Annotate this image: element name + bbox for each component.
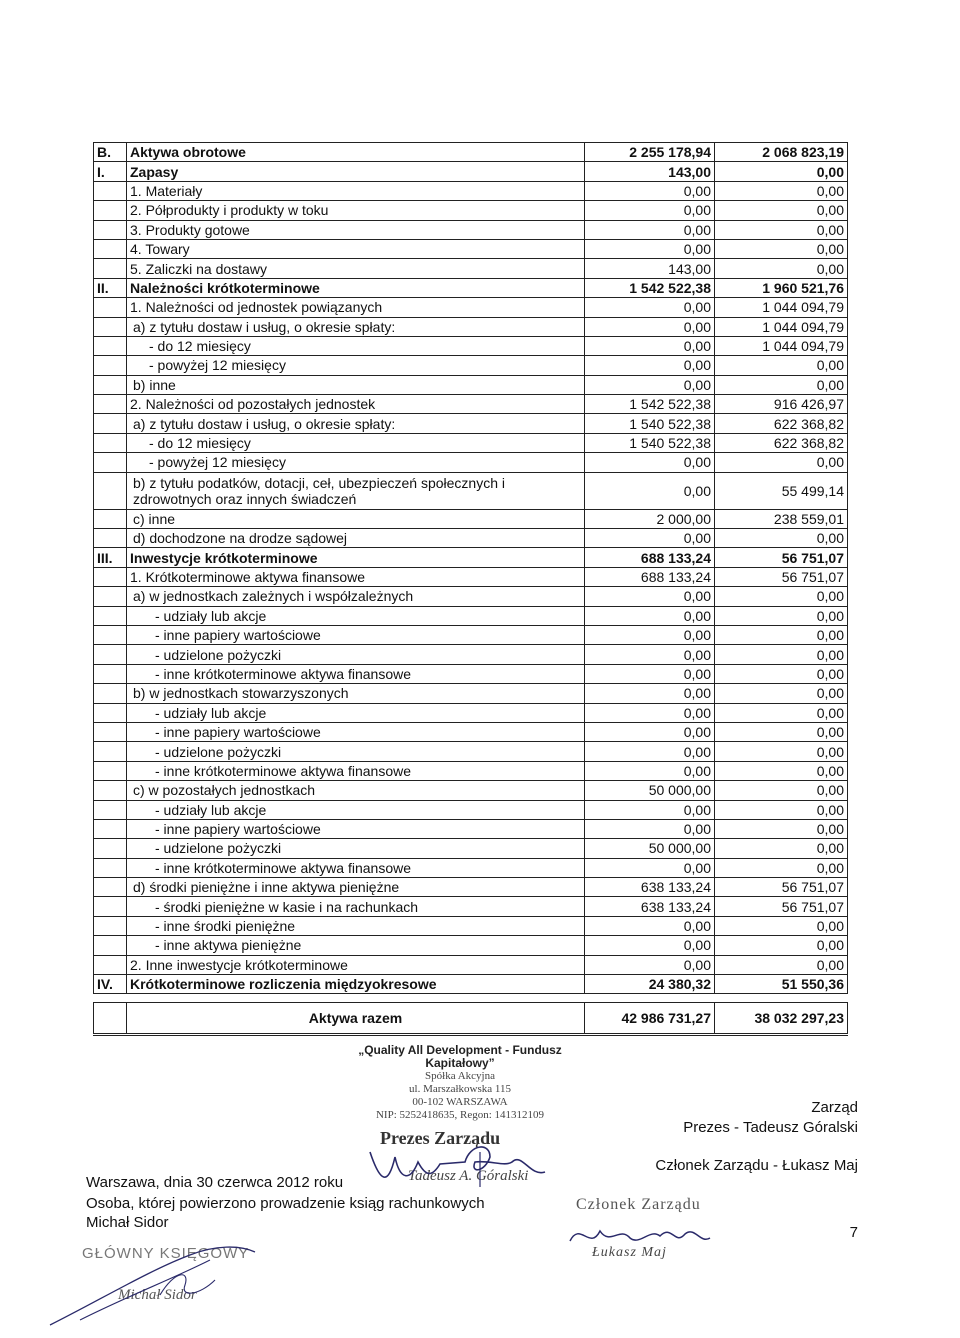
row-section-number xyxy=(94,472,127,509)
row-label: d) dochodzone na drodze sądowej xyxy=(127,529,585,548)
row-section-number xyxy=(94,664,127,683)
row-section-number xyxy=(94,781,127,800)
row-value-previous: 0,00 xyxy=(715,839,848,858)
table-row xyxy=(94,278,848,297)
table-row xyxy=(94,453,848,472)
row-label: - udziały lub akcje xyxy=(127,800,585,819)
row-value-previous: 56 751,07 xyxy=(715,567,848,586)
total-value-current: 42 986 731,27 xyxy=(585,1003,715,1035)
row-section-number xyxy=(94,897,127,916)
row-label: a) w jednostkach zależnych i współzależnych xyxy=(127,587,585,606)
row-value-previous: 1 044 094,79 xyxy=(715,298,848,317)
row-section-number: II. xyxy=(94,278,127,297)
total-row xyxy=(94,1003,848,1035)
row-label: - udzielone pożyczki xyxy=(127,645,585,664)
row-section-number xyxy=(94,878,127,897)
row-value-current: 0,00 xyxy=(585,684,715,703)
row-section-number xyxy=(94,936,127,955)
row-value-previous: 622 368,82 xyxy=(715,414,848,433)
row-label: 1. Materiały xyxy=(127,181,585,200)
row-section-number xyxy=(94,703,127,722)
table-row xyxy=(94,703,848,722)
row-value-current: 0,00 xyxy=(585,936,715,955)
table-row xyxy=(94,625,848,644)
row-section-number xyxy=(94,955,127,974)
row-label: b) inne xyxy=(127,375,585,394)
table-row xyxy=(94,433,848,452)
row-label: Krótkoterminowe rozliczenia międzyokresowe xyxy=(127,975,585,994)
table-row xyxy=(94,375,848,394)
table-row xyxy=(94,819,848,838)
row-value-previous: 2 068 823,19 xyxy=(715,143,848,162)
president-signature-icon xyxy=(340,1132,560,1202)
row-value-previous: 0,00 xyxy=(715,684,848,703)
row-section-number xyxy=(94,839,127,858)
table-row xyxy=(94,742,848,761)
row-value-previous: 0,00 xyxy=(715,259,848,278)
stamp-street: ul. Marszałkowska 115 xyxy=(409,1083,511,1095)
row-section-number: B. xyxy=(94,143,127,162)
row-section-number xyxy=(94,761,127,780)
stamp-company-type: Spółka Akcyjna xyxy=(425,1070,495,1082)
table-row xyxy=(94,220,848,239)
table-row xyxy=(94,239,848,258)
table-row xyxy=(94,722,848,741)
row-section-number xyxy=(94,509,127,528)
page-number: 7 xyxy=(849,1224,858,1241)
row-section-number xyxy=(94,722,127,741)
company-stamp xyxy=(330,1044,590,1122)
table-row xyxy=(94,858,848,877)
row-section-number xyxy=(94,606,127,625)
row-label: Inwestycje krótkoterminowe xyxy=(127,548,585,567)
row-value-current: 0,00 xyxy=(585,955,715,974)
member-stamp-name: Łukasz Maj xyxy=(592,1245,667,1260)
total-section xyxy=(94,1003,127,1035)
table-row xyxy=(94,414,848,433)
row-label: - inne krótkoterminowe aktywa finansowe xyxy=(127,858,585,877)
balance-sheet-table xyxy=(93,142,848,1036)
row-label: - inne środki pieniężne xyxy=(127,916,585,935)
row-value-previous: 0,00 xyxy=(715,781,848,800)
row-section-number xyxy=(94,684,127,703)
table-row xyxy=(94,587,848,606)
row-section-number xyxy=(94,239,127,258)
spacer-row xyxy=(94,994,848,1003)
row-label: 1. Krótkoterminowe aktywa finansowe xyxy=(127,567,585,586)
table-row xyxy=(94,201,848,220)
row-value-current: 0,00 xyxy=(585,181,715,200)
balance-sheet-body xyxy=(94,143,848,1035)
row-value-current: 0,00 xyxy=(585,742,715,761)
total-label: Aktywa razem xyxy=(127,1003,585,1035)
row-label: 2. Półprodukty i produkty w toku xyxy=(127,201,585,220)
table-row xyxy=(94,259,848,278)
row-label: - inne papiery wartościowe xyxy=(127,722,585,741)
chief-accountant-stamp-role: GŁÓWNY KSIĘGOWY xyxy=(82,1245,250,1262)
table-row xyxy=(94,664,848,683)
row-value-current: 0,00 xyxy=(585,800,715,819)
row-label: - do 12 miesięcy xyxy=(127,336,585,355)
row-value-previous: 238 559,01 xyxy=(715,509,848,528)
row-section-number xyxy=(94,742,127,761)
row-value-previous: 0,00 xyxy=(715,201,848,220)
row-section-number: III. xyxy=(94,548,127,567)
row-value-current: 0,00 xyxy=(585,201,715,220)
table-row xyxy=(94,800,848,819)
row-value-previous: 0,00 xyxy=(715,722,848,741)
table-row xyxy=(94,761,848,780)
row-value-previous: 0,00 xyxy=(715,761,848,780)
row-value-current: 0,00 xyxy=(585,858,715,877)
member-stamp-role: Członek Zarządu xyxy=(576,1196,701,1213)
row-label: - inne krótkoterminowe aktywa finansowe xyxy=(127,761,585,780)
row-section-number xyxy=(94,356,127,375)
row-section-number xyxy=(94,916,127,935)
row-value-current: 0,00 xyxy=(585,453,715,472)
row-value-current: 0,00 xyxy=(585,664,715,683)
row-value-current: 0,00 xyxy=(585,220,715,239)
row-value-previous: 56 751,07 xyxy=(715,897,848,916)
row-label: - udzielone pożyczki xyxy=(127,839,585,858)
table-row xyxy=(94,509,848,528)
row-value-previous: 0,00 xyxy=(715,742,848,761)
row-label: - do 12 miesięcy xyxy=(127,433,585,452)
row-label: - powyżej 12 miesięcy xyxy=(127,453,585,472)
table-row xyxy=(94,916,848,935)
table-row xyxy=(94,548,848,567)
table-row xyxy=(94,955,848,974)
row-value-current: 0,00 xyxy=(585,375,715,394)
row-section-number xyxy=(94,453,127,472)
row-value-current: 0,00 xyxy=(585,336,715,355)
row-value-current: 0,00 xyxy=(585,645,715,664)
row-value-previous: 0,00 xyxy=(715,664,848,683)
row-label: Należności krótkoterminowe xyxy=(127,278,585,297)
row-value-previous: 0,00 xyxy=(715,800,848,819)
row-value-current: 0,00 xyxy=(585,606,715,625)
row-value-current: 0,00 xyxy=(585,356,715,375)
table-row xyxy=(94,897,848,916)
row-section-number xyxy=(94,317,127,336)
row-value-previous: 916 426,97 xyxy=(715,395,848,414)
row-label: - powyżej 12 miesięcy xyxy=(127,356,585,375)
row-value-current: 688 133,24 xyxy=(585,567,715,586)
row-value-current: 638 133,24 xyxy=(585,897,715,916)
row-label: - inne papiery wartościowe xyxy=(127,819,585,838)
row-value-current: 50 000,00 xyxy=(585,781,715,800)
row-section-number xyxy=(94,259,127,278)
row-section-number xyxy=(94,800,127,819)
row-section-number xyxy=(94,181,127,200)
row-value-previous: 0,00 xyxy=(715,955,848,974)
place-date: Warszawa, dnia 30 czerwca 2012 roku xyxy=(86,1174,344,1191)
total-value-previous: 38 032 297,23 xyxy=(715,1003,848,1035)
row-section-number xyxy=(94,375,127,394)
stamp-city: 00-102 WARSZAWA xyxy=(412,1096,508,1108)
table-row xyxy=(94,839,848,858)
table-row xyxy=(94,336,848,355)
row-label: 2. Inne inwestycje krótkoterminowe xyxy=(127,955,585,974)
president-stamp-role: Prezes Zarządu xyxy=(380,1128,501,1148)
row-section-number xyxy=(94,298,127,317)
row-value-current: 0,00 xyxy=(585,298,715,317)
row-label: a) z tytułu dostaw i usług, o okresie spłaty: xyxy=(127,317,585,336)
row-value-current: 0,00 xyxy=(585,625,715,644)
table-row xyxy=(94,162,848,181)
row-value-previous: 0,00 xyxy=(715,356,848,375)
row-section-number xyxy=(94,858,127,877)
row-value-previous: 51 550,36 xyxy=(715,975,848,994)
row-label: - środki pieniężne w kasie i na rachunkach xyxy=(127,897,585,916)
bookkeeper-signature-icon xyxy=(40,1240,270,1330)
row-value-current: 2 255 178,94 xyxy=(585,143,715,162)
row-value-previous: 1 044 094,79 xyxy=(715,336,848,355)
row-label: - udziały lub akcje xyxy=(127,606,585,625)
chief-accountant-stamp-name: Michał Sidor xyxy=(118,1287,197,1303)
row-value-current: 1 542 522,38 xyxy=(585,395,715,414)
row-value-previous: 55 499,14 xyxy=(715,472,848,509)
row-value-current: 1 540 522,38 xyxy=(585,414,715,433)
member-signature-icon xyxy=(560,1216,720,1256)
row-value-current: 0,00 xyxy=(585,472,715,509)
row-value-previous: 0,00 xyxy=(715,916,848,935)
row-value-current: 0,00 xyxy=(585,587,715,606)
table-row xyxy=(94,936,848,955)
row-value-current: 0,00 xyxy=(585,529,715,548)
row-label: - udziały lub akcje xyxy=(127,703,585,722)
row-value-current: 638 133,24 xyxy=(585,878,715,897)
row-label: b) w jednostkach stowarzyszonych xyxy=(127,684,585,703)
row-value-current: 0,00 xyxy=(585,761,715,780)
row-value-current: 1 542 522,38 xyxy=(585,278,715,297)
row-value-previous: 0,00 xyxy=(715,220,848,239)
table-row xyxy=(94,878,848,897)
table-row xyxy=(94,298,848,317)
row-label: 4. Towary xyxy=(127,239,585,258)
row-value-previous: 0,00 xyxy=(715,587,848,606)
row-value-previous: 1 960 521,76 xyxy=(715,278,848,297)
bookkeeper-name: Michał Sidor xyxy=(86,1214,169,1231)
row-value-previous: 0,00 xyxy=(715,625,848,644)
row-value-current: 24 380,32 xyxy=(585,975,715,994)
table-row xyxy=(94,317,848,336)
row-value-previous: 0,00 xyxy=(715,606,848,625)
row-value-current: 50 000,00 xyxy=(585,839,715,858)
table-row xyxy=(94,356,848,375)
row-label: - inne papiery wartościowe xyxy=(127,625,585,644)
row-section-number xyxy=(94,220,127,239)
bookkeeper-line: Osoba, której powierzono prowadzenie ksiąg rachunkowych xyxy=(86,1195,485,1212)
table-row xyxy=(94,181,848,200)
row-label: b) z tytułu podatków, dotacji, ceł, ubezpieczeń społecznych i zdrowotnych oraz innych świadczeń xyxy=(127,472,585,509)
table-row xyxy=(94,781,848,800)
row-section-number xyxy=(94,645,127,664)
row-label: c) w pozostałych jednostkach xyxy=(127,781,585,800)
row-value-current: 0,00 xyxy=(585,239,715,258)
row-value-previous: 0,00 xyxy=(715,162,848,181)
row-value-previous: 0,00 xyxy=(715,375,848,394)
table-row xyxy=(94,472,848,509)
row-value-current: 143,00 xyxy=(585,259,715,278)
table-row xyxy=(94,143,848,162)
row-value-previous: 0,00 xyxy=(715,181,848,200)
row-section-number xyxy=(94,625,127,644)
row-value-current: 0,00 xyxy=(585,819,715,838)
row-label: - inne krótkoterminowe aktywa finansowe xyxy=(127,664,585,683)
row-section-number xyxy=(94,414,127,433)
president-line: Prezes - Tadeusz Góralski xyxy=(683,1119,858,1136)
table-row xyxy=(94,529,848,548)
row-value-previous: 0,00 xyxy=(715,645,848,664)
table-row xyxy=(94,645,848,664)
row-value-previous: 0,00 xyxy=(715,819,848,838)
table-row xyxy=(94,606,848,625)
row-section-number: I. xyxy=(94,162,127,181)
row-section-number xyxy=(94,201,127,220)
stamp-company-name: „Quality All Development - Fundusz Kapitałowy” xyxy=(358,1043,562,1070)
row-label: 5. Zaliczki na dostawy xyxy=(127,259,585,278)
row-label: - udzielone pożyczki xyxy=(127,742,585,761)
row-section-number xyxy=(94,529,127,548)
row-value-current: 688 133,24 xyxy=(585,548,715,567)
stamp-ids: NIP: 5252418635, Regon: 141312109 xyxy=(375,1109,545,1121)
row-section-number xyxy=(94,587,127,606)
row-label: - inne aktywa pieniężne xyxy=(127,936,585,955)
row-value-current: 0,00 xyxy=(585,722,715,741)
row-section-number xyxy=(94,819,127,838)
row-value-current: 0,00 xyxy=(585,317,715,336)
row-value-previous: 56 751,07 xyxy=(715,548,848,567)
board-title: Zarząd xyxy=(811,1099,858,1116)
row-value-current: 1 540 522,38 xyxy=(585,433,715,452)
row-value-previous: 0,00 xyxy=(715,858,848,877)
row-value-previous: 0,00 xyxy=(715,936,848,955)
row-value-previous: 0,00 xyxy=(715,529,848,548)
row-value-previous: 1 044 094,79 xyxy=(715,317,848,336)
row-value-previous: 0,00 xyxy=(715,453,848,472)
row-section-number xyxy=(94,433,127,452)
row-value-previous: 56 751,07 xyxy=(715,878,848,897)
row-label: 3. Produkty gotowe xyxy=(127,220,585,239)
row-value-previous: 0,00 xyxy=(715,703,848,722)
row-label: d) środki pieniężne i inne aktywa pieniężne xyxy=(127,878,585,897)
president-stamp-name: Tadeusz A. Góralski xyxy=(408,1168,529,1184)
row-value-current: 0,00 xyxy=(585,916,715,935)
row-value-current: 2 000,00 xyxy=(585,509,715,528)
row-label: 1. Należności od jednostek powiązanych xyxy=(127,298,585,317)
row-value-current: 143,00 xyxy=(585,162,715,181)
row-label: a) z tytułu dostaw i usług, o okresie spłaty: xyxy=(127,414,585,433)
row-label: c) inne xyxy=(127,509,585,528)
row-label: 2. Należności od pozostałych jednostek xyxy=(127,395,585,414)
row-value-current: 0,00 xyxy=(585,703,715,722)
row-value-previous: 622 368,82 xyxy=(715,433,848,452)
row-label: Aktywa obrotowe xyxy=(127,143,585,162)
row-section-number: IV. xyxy=(94,975,127,994)
table-row xyxy=(94,684,848,703)
table-row xyxy=(94,395,848,414)
table-row xyxy=(94,975,848,994)
row-section-number xyxy=(94,567,127,586)
member-line: Członek Zarządu - Łukasz Maj xyxy=(655,1157,858,1174)
table-row xyxy=(94,567,848,586)
row-value-previous: 0,00 xyxy=(715,239,848,258)
row-section-number xyxy=(94,336,127,355)
row-section-number xyxy=(94,395,127,414)
row-label: Zapasy xyxy=(127,162,585,181)
